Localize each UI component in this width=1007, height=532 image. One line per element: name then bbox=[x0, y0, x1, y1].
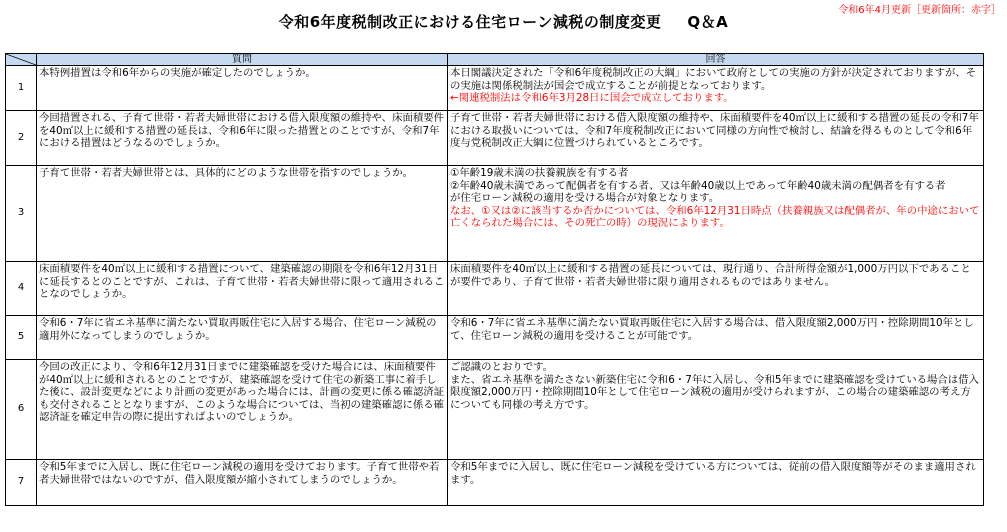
answer-cell bbox=[448, 66, 984, 111]
row-number: 7 bbox=[6, 460, 37, 506]
table-row bbox=[6, 360, 984, 460]
answer-cell: 床面積要件を40㎡以上に緩和する措置の延長については、現行通り、合計所得金額が1,000万円以下であることが要件であり、子育て世帯・若者夫婦世帯に限り適用されるものではありません。 bbox=[448, 262, 984, 316]
question-cell: 本特例措置は令和6年からの実施が確定したのでしょうか。 bbox=[37, 66, 448, 111]
answer-cell bbox=[448, 166, 984, 262]
table-row bbox=[6, 262, 984, 316]
qa-table bbox=[5, 53, 984, 506]
answer-header: 回答 bbox=[448, 54, 984, 66]
title-qa: Q＆A bbox=[687, 13, 729, 31]
answer-line: また、省エネ基準を満たさない新築住宅に令和6・7年に入居し、令和5年までに建築確認を受けている場合は借入限度額2,000万円・控除期間10年として住宅ローン減税の適用が受けられますが、この場合の建築確認の考え方についても同様の考え方です。 bbox=[450, 373, 979, 411]
row-number: 3 bbox=[6, 166, 37, 262]
question-cell: 今回措置される、子育て世帯・若者夫婦世帯における借入限度額の維持や、床面積要件を40㎡以上に緩和する措置の延長は、令和6年に限った措置とのことですが、令和7年における措置はどうなるのでしょうか。 bbox=[37, 111, 448, 166]
answer-cell: 令和5年までに入居し、既に住宅ローン減税を受けている方については、従前の借入限度額等がそのまま適用されます。 bbox=[448, 460, 984, 506]
answer-line: ②年齢40歳未満であって配偶者を有する者、又は年齢40歳以上であって年齢40歳未満の配偶者を有する者 bbox=[450, 179, 946, 192]
answer-cell bbox=[448, 360, 984, 460]
corner-cell bbox=[6, 54, 37, 66]
header-row bbox=[6, 54, 984, 66]
answer-cell: 令和6・7年に省エネ基準に満たない買取再販住宅に入居する場合は、借入限度額2,000万円・控除期間10年として、住宅ローン減税の適用を受けることが可能です。 bbox=[448, 316, 984, 360]
table-row bbox=[6, 66, 984, 111]
row-number: 4 bbox=[6, 262, 37, 316]
answer-line: が住宅ローン減税の適用を受ける場合が対象となります。 bbox=[450, 192, 720, 205]
diagonal-line bbox=[6, 54, 36, 65]
row-number: 1 bbox=[6, 66, 37, 111]
update-note: 令和6年4月更新［更新箇所：赤字］ bbox=[838, 5, 1001, 16]
answer-update-text: ←関連税制法は令和6年3月28日に国会で成立しております。 bbox=[450, 92, 734, 105]
answer-line: ご認識のとおりです。 bbox=[450, 361, 554, 373]
answer-cell: 子育て世帯・若者夫婦世帯における借入限度額の維持や、床面積要件を40㎡以上に緩和する措置の延長の令和7年における取扱いについては、令和7年度税制改正において同様の方向性で検討し、結論を得るものとして令和6年度与党税制改正大綱に位置づけられているところです。 bbox=[448, 111, 984, 166]
answer-line: ①年齢19歳未満の扶養親族を有する者 bbox=[450, 167, 629, 179]
answer-text: 本日閣議決定された「令和6年度税制改正の大綱」において政府としての実施の方針が決定されておりますが、その実施は関係税制法が国会で成立することが前提となっております。 bbox=[450, 67, 977, 92]
table-row bbox=[6, 111, 984, 166]
question-cell: 床面積要件を40㎡以上に緩和する措置について、建築確認の期限を令和6年12月31日に延長するとのことですが、これは、子育て世帯・若者夫婦世帯に限って適用されることなのでしょうか。 bbox=[37, 262, 448, 316]
question-cell: 令和6・7年に省エネ基準に満たない買取再販住宅に入居する場合、住宅ローン減税の適用外になってしまうのでしょうか。 bbox=[37, 316, 448, 360]
question-cell: 子育て世帯・若者夫婦世帯とは、具体的にどのような世帯を指すのでしょうか。 bbox=[37, 166, 448, 262]
table-row bbox=[6, 460, 984, 506]
title-text: 令和6年度税制改正における住宅ローン減税の制度変更 bbox=[278, 13, 662, 31]
question-cell: 今回の改正により、令和6年12月31日までに建築確認を受けた場合には、床面積要件が40㎡以上に緩和されるとのことですが、建築確認を受けて住宅の新築工事に着手した後に、設計変更などにより計画の変更があった場合には、計画の変更に係る確認済証も交付されることとなりますが、このような場合については、当初の建築確認に係る確認済証を確定申告の際に提出すればよいのでしょうか。 bbox=[37, 360, 448, 460]
table-row bbox=[6, 166, 984, 262]
question-header: 質問 bbox=[37, 54, 448, 66]
table-row bbox=[6, 316, 984, 360]
row-number: 5 bbox=[6, 316, 37, 360]
answer-update-text: なお、①又は②に該当するか否かについては、令和6年12月31日時点（扶養親族又は配偶者が、年の中途において亡くなられた場合には、その死亡の時）の現況によります。 bbox=[450, 204, 980, 230]
row-number: 2 bbox=[6, 111, 37, 166]
question-cell: 令和5年までに入居し、既に住宅ローン減税の適用を受けております。子育て世帯や若者夫婦世帯ではないのですが、借入限度額が縮小されてしまうのでしょうか。 bbox=[37, 460, 448, 506]
row-number: 6 bbox=[6, 360, 37, 460]
